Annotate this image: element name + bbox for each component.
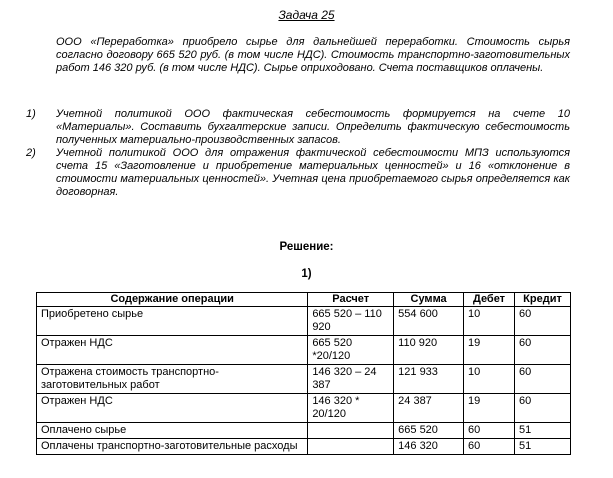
header-credit: Кредит [515, 293, 571, 307]
task-list [22, 108, 570, 199]
task-text: Учетной политикой ООО для отражения фактической себестоимости МПЗ используются счета 15 «Заготовление и приобретение материальных ценностей» и 16 «отклонение в стоимости материальных ценностей». Учетная цена приобретаемого сырья определяется как договорная. [56, 147, 570, 198]
table-row [37, 307, 571, 336]
cell-debit: 19 [464, 394, 515, 423]
header-operation: Содержание операции [37, 293, 308, 307]
task-item [22, 147, 570, 199]
table-row [37, 423, 571, 439]
task-title: Задача 25 [278, 8, 335, 22]
cell-operation: Отражена стоимость транспортно-заготовительных работ [37, 365, 308, 394]
cell-amount: 24 387 [394, 394, 464, 423]
cell-credit: 60 [515, 394, 571, 423]
cell-operation: Оплачены транспортно-заготовительные расходы [37, 439, 308, 455]
part-heading: 1) [301, 268, 312, 280]
table-row [37, 365, 571, 394]
cell-amount: 554 600 [394, 307, 464, 336]
task-number: 1) [26, 108, 36, 120]
table-row [37, 336, 571, 365]
cell-operation: Оплачено сырье [37, 423, 308, 439]
cell-calculation: 146 320 – 24 387 [308, 365, 394, 394]
task-number: 2) [26, 147, 36, 159]
table-row [37, 439, 571, 455]
header-debit: Дебет [464, 293, 515, 307]
cell-operation: Отражен НДС [37, 336, 308, 365]
cell-debit: 60 [464, 439, 515, 455]
cell-credit: 51 [515, 423, 571, 439]
cell-amount: 146 320 [394, 439, 464, 455]
cell-debit: 10 [464, 307, 515, 336]
cell-debit: 10 [464, 365, 515, 394]
cell-credit: 60 [515, 365, 571, 394]
cell-amount: 121 933 [394, 365, 464, 394]
cell-calculation [308, 423, 394, 439]
solution-heading: Решение: [279, 241, 334, 253]
accounting-entries-table [36, 292, 571, 455]
header-calculation: Расчет [308, 293, 394, 307]
header-amount: Сумма [394, 293, 464, 307]
task-description: ООО «Переработка» приобрело сырье для дальнейшей переработки. Стоимость сырья согласно договору 665 520 руб. (в том числе НДС). Стоимость транспортно-заготовительных работ 146 320 руб. (в том числе НДС). Сырье оприходовано. Счета поставщиков оплачены. [56, 36, 570, 74]
cell-calculation [308, 439, 394, 455]
table-header-row [37, 293, 571, 307]
task-text: Учетной политикой ООО фактическая себестоимость формируется на счете 10 «Материалы». Составить бухгалтерские записи. Определить фактическую себестоимость полученных материально-производственных запасов. [56, 108, 570, 146]
cell-credit: 60 [515, 336, 571, 365]
cell-amount: 110 920 [394, 336, 464, 365]
cell-debit: 60 [464, 423, 515, 439]
cell-calculation: 146 320 * 20/120 [308, 394, 394, 423]
table-row [37, 394, 571, 423]
cell-calculation: 665 520 – 110 920 [308, 307, 394, 336]
cell-debit: 19 [464, 336, 515, 365]
cell-credit: 51 [515, 439, 571, 455]
cell-credit: 60 [515, 307, 571, 336]
cell-operation: Приобретено сырье [37, 307, 308, 336]
task-item [22, 108, 570, 147]
cell-calculation: 665 520 *20/120 [308, 336, 394, 365]
cell-amount: 665 520 [394, 423, 464, 439]
cell-operation: Отражен НДС [37, 394, 308, 423]
